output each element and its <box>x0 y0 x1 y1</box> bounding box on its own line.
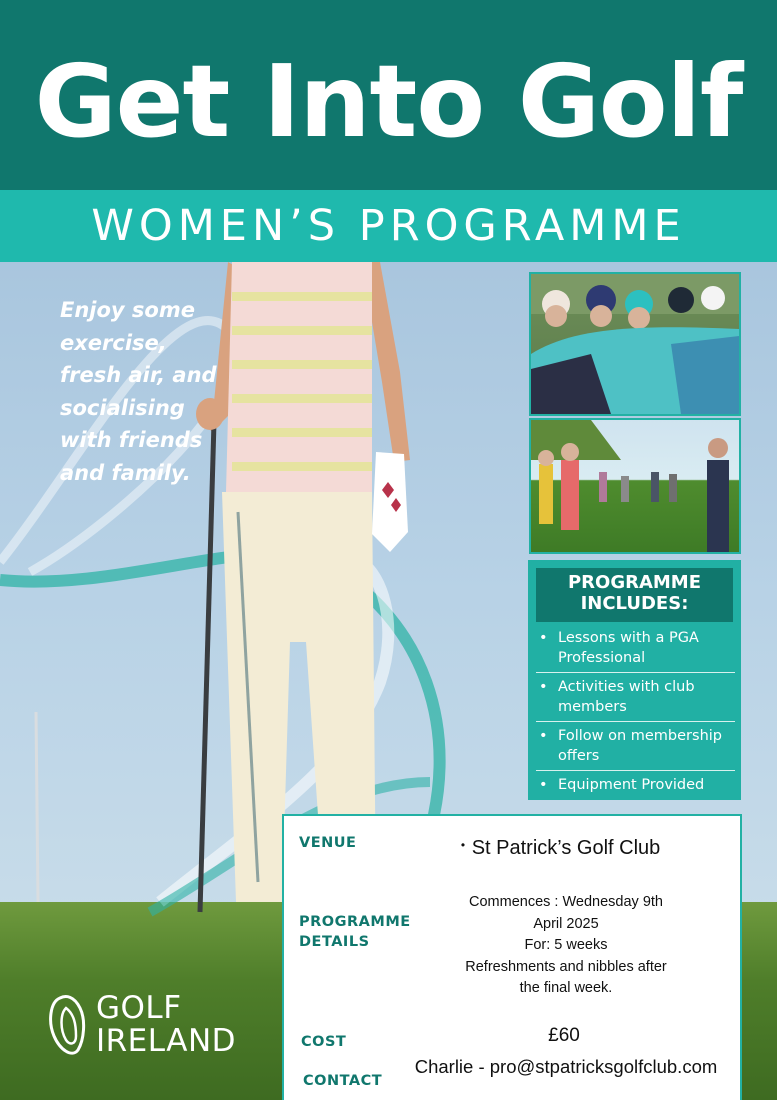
detail-line: April 2025 <box>533 915 599 932</box>
cost-label: COST <box>301 1034 347 1050</box>
programme-details-label <box>299 912 411 952</box>
label-line: DETAILS <box>299 934 370 950</box>
tagline-line: and family. <box>60 460 191 485</box>
detail-line: For: 5 weeks <box>524 937 608 953</box>
tagline-line: with friends <box>60 428 203 452</box>
tagline-line: fresh air, and <box>60 363 217 387</box>
venue-value: St Patrick’s Golf Club <box>471 837 661 859</box>
list-item: • Activities with club members <box>536 673 735 722</box>
tagline <box>60 294 240 489</box>
tagline-line: exercise, <box>60 330 167 355</box>
programme-includes-list <box>536 624 735 799</box>
contact-value[interactable]: Charlie - pro@stpatricksgolfclub.com <box>414 1056 718 1077</box>
golf-ireland-logo-icon <box>46 992 90 1060</box>
photo-golf-lesson <box>529 418 741 554</box>
programme-details-value <box>436 892 696 1000</box>
list-item: • Lessons with a PGA Professional <box>536 624 735 673</box>
detail-line: the final week. <box>519 980 613 996</box>
photo-group-hug <box>529 272 741 416</box>
detail-line: Refreshments and nibbles after <box>465 958 667 975</box>
tagline-line: socialising <box>60 395 185 420</box>
golf-lesson-illustration <box>531 420 739 552</box>
golf-ireland-logo-text <box>96 992 236 1058</box>
details-panel <box>282 814 742 1100</box>
contact-label: CONTACT <box>303 1073 383 1089</box>
page-title: Get Into Golf <box>34 43 743 160</box>
label-line: PROGRAMME <box>299 914 411 930</box>
logo-line: IRELAND <box>96 1023 237 1059</box>
heading-line: PROGRAMME <box>567 572 702 593</box>
logo-line: GOLF <box>96 990 182 1026</box>
heading-line: INCLUDES: <box>580 593 689 614</box>
cost-value: £60 <box>548 1025 580 1046</box>
page-subtitle: WOMEN’S PROGRAMME <box>91 201 686 251</box>
list-item: • Equipment Provided <box>536 771 735 799</box>
list-item: • Follow on membership offers <box>536 722 735 771</box>
programme-includes-heading <box>536 568 733 622</box>
tagline-line: Enjoy some <box>60 298 195 322</box>
venue-bullet-icon: • <box>460 838 466 852</box>
detail-line: Commences : Wednesday 9th <box>469 894 663 910</box>
venue-label: VENUE <box>299 835 357 851</box>
group-hug-illustration <box>531 274 739 414</box>
programme-includes-panel <box>528 560 741 800</box>
golf-ireland-logo <box>46 992 266 1062</box>
